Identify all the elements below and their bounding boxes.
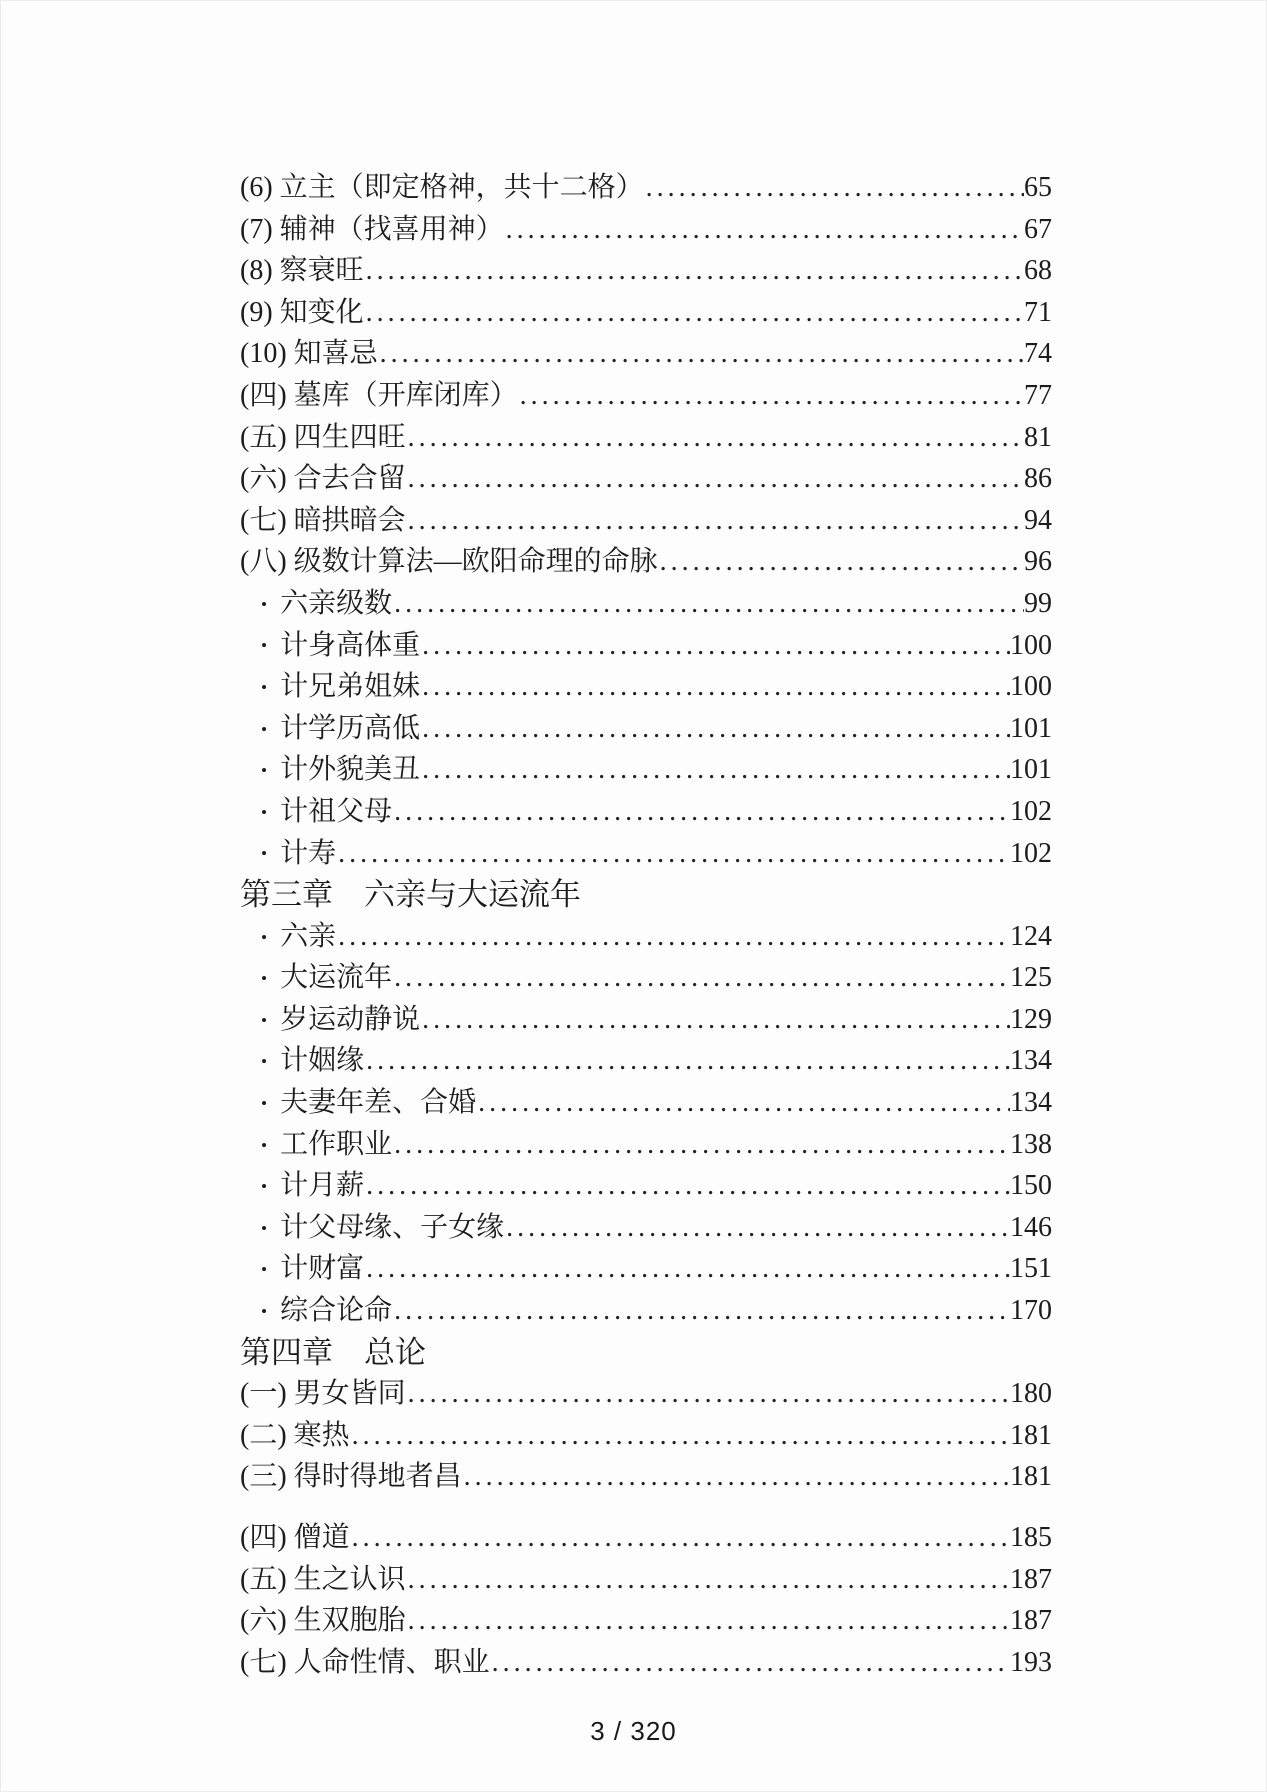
toc-entry-page: 134 [1010, 1045, 1052, 1077]
toc-entry-page: 65 [1024, 172, 1052, 203]
toc-entry [240, 1207, 1052, 1249]
toc-entry-label: (六) 合去合留 [240, 463, 406, 495]
toc-entry-page: 124 [1010, 920, 1052, 952]
toc-entry-page: 99 [1024, 587, 1052, 619]
toc-entry [240, 625, 1052, 667]
toc-entry [240, 1415, 1052, 1457]
dot-leader [420, 708, 1010, 750]
toc-entry-page: 102 [1010, 795, 1052, 827]
dot-leader [406, 458, 1024, 500]
toc-chapter-heading [240, 874, 1052, 916]
toc-entry-label: (7) 辅神（找喜用神） [240, 213, 504, 245]
toc-entry [240, 333, 1052, 375]
toc-entry-label: (五) 四生四旺 [240, 421, 406, 453]
toc-entry-label: • 计月薪 [261, 1165, 364, 1208]
dot-leader [392, 583, 1024, 625]
dot-leader [462, 1456, 1010, 1498]
dot-leader [406, 500, 1024, 542]
toc-chapter-heading [240, 1332, 1052, 1374]
toc-entry-page: 170 [1010, 1295, 1052, 1327]
toc-entry-label: • 计兄弟姐妹 [261, 666, 420, 709]
toc-entry-label: • 计财富 [261, 1248, 364, 1291]
dot-leader [392, 1124, 1010, 1166]
toc-entry-label: (一) 男女皆同 [240, 1378, 406, 1410]
dot-leader [336, 833, 1010, 875]
toc-entry [240, 458, 1052, 500]
toc-entry-page: 134 [1010, 1087, 1052, 1119]
toc-entry [240, 1082, 1052, 1124]
toc-entry-label: • 工作职业 [261, 1124, 392, 1167]
dot-leader [476, 1082, 1010, 1124]
toc-entry [240, 1290, 1052, 1332]
toc-entry-page: 187 [1010, 1563, 1052, 1595]
toc-entry-page: 77 [1024, 379, 1052, 411]
toc-entry-label: (四) 墓库（开库闭库） [240, 379, 518, 411]
dot-leader [364, 250, 1024, 292]
toc-entry [240, 1248, 1052, 1290]
toc-entry [240, 1600, 1052, 1642]
toc-entry [240, 417, 1052, 459]
toc-entry [240, 167, 1052, 209]
toc-entry-page: 146 [1010, 1211, 1052, 1243]
toc-entry-page: 180 [1010, 1378, 1052, 1410]
toc-entry-label: • 综合论命 [261, 1290, 392, 1333]
toc-entry-page: 138 [1010, 1128, 1052, 1160]
toc-entry-label: • 计寿 [261, 833, 336, 876]
toc-entry-label: (6) 立主（即定格神，共十二格） [240, 172, 644, 203]
toc-entry-page: 74 [1024, 338, 1052, 370]
toc-entry-page: 81 [1024, 421, 1052, 453]
dot-leader [378, 333, 1024, 375]
toc-entry [240, 209, 1052, 251]
toc-entry [240, 957, 1052, 999]
toc-entry [240, 1559, 1052, 1601]
toc-entry-label: (七) 人命性情、职业 [240, 1646, 490, 1678]
page-indicator: 3 / 320 [590, 1716, 677, 1746]
toc-entry [240, 1517, 1052, 1559]
dot-leader [392, 1290, 1010, 1332]
toc-entry-page: 150 [1010, 1170, 1052, 1202]
toc-entry [240, 791, 1052, 833]
toc-entry-page: 68 [1024, 255, 1052, 287]
toc-entry-label: • 六亲 [261, 916, 336, 959]
toc-entry [240, 708, 1052, 750]
toc-entry-page: 187 [1010, 1605, 1052, 1637]
toc-entry-page: 96 [1024, 546, 1052, 578]
toc-entry-label: (8) 察衰旺 [240, 255, 364, 287]
toc-entry-label: (三) 得时得地者昌 [240, 1461, 462, 1493]
toc-entry-label: (四) 僧道 [240, 1522, 350, 1553]
toc-entry-label: • 计父母缘、子女缘 [261, 1207, 504, 1250]
dot-leader [364, 1165, 1010, 1207]
toc-entry-label: (八) 级数计算法—欧阳命理的命脉 [240, 546, 658, 578]
toc-entry-label: 第三章 六亲与大运流年 [240, 877, 581, 913]
toc-entry [240, 1642, 1052, 1684]
toc-entry-page: 102 [1010, 837, 1052, 869]
dot-leader [518, 375, 1024, 417]
toc-entry-label: (五) 生之认识 [240, 1563, 406, 1595]
toc-entry [240, 375, 1052, 417]
toc-entry-label: (10) 知喜忌 [240, 338, 378, 370]
dot-leader [504, 209, 1024, 251]
toc-entry [240, 250, 1052, 292]
dot-leader [420, 999, 1010, 1041]
toc-entry [240, 500, 1052, 542]
toc-entry-label: (七) 暗拱暗会 [240, 504, 406, 536]
toc-entry-label: (二) 寒热 [240, 1419, 350, 1451]
dot-leader [490, 1642, 1010, 1684]
toc-entry [240, 666, 1052, 708]
toc-entry-label: • 岁运动静说 [261, 999, 420, 1042]
toc-entry-label: • 计学历高低 [261, 708, 420, 751]
toc-entry [240, 749, 1052, 791]
toc-entry-page: 86 [1024, 463, 1052, 495]
toc-entry-page: 101 [1010, 754, 1052, 786]
toc-entry-page: 181 [1010, 1419, 1052, 1451]
toc-entry-label: (9) 知变化 [240, 296, 364, 328]
dot-leader [406, 417, 1024, 459]
toc-entry [240, 1124, 1052, 1166]
toc-entry [240, 292, 1052, 334]
toc-entry-page: 100 [1010, 671, 1052, 703]
dot-leader [364, 1040, 1010, 1082]
dot-leader [658, 541, 1024, 583]
toc-entry [240, 1165, 1052, 1207]
toc-entry [240, 583, 1052, 625]
toc-entry-page: 185 [1010, 1522, 1052, 1553]
dot-leader [364, 1248, 1010, 1290]
toc-entry [240, 541, 1052, 583]
toc-entry [240, 1373, 1052, 1415]
toc-entry-page: 151 [1010, 1253, 1052, 1285]
toc-entry-label: • 夫妻年差、合婚 [261, 1082, 476, 1125]
toc-entry [240, 1040, 1052, 1082]
dot-leader [350, 1517, 1010, 1559]
toc-entry-label: • 大运流年 [261, 957, 392, 1000]
dot-leader [350, 1415, 1010, 1457]
table-of-contents [240, 167, 1052, 1683]
toc-entry [240, 833, 1052, 875]
dot-leader [420, 749, 1010, 791]
toc-entry-page: 67 [1024, 213, 1052, 245]
toc-entry-label: • 计外貌美丑 [261, 749, 420, 792]
toc-entry-label: • 六亲级数 [261, 583, 392, 626]
toc-entry [240, 916, 1052, 958]
dot-leader [392, 957, 1010, 999]
dot-leader [420, 625, 1010, 667]
toc-entry-label: (六) 生双胞胎 [240, 1605, 406, 1637]
toc-entry-page: 193 [1010, 1646, 1052, 1678]
toc-entry-label: • 计祖父母 [261, 791, 392, 834]
toc-entry-label: 第四章 总论 [240, 1334, 426, 1370]
dot-leader [364, 292, 1024, 334]
dot-leader [420, 666, 1010, 708]
toc-entry-page: 125 [1010, 962, 1052, 994]
toc-entry-label: • 计身高体重 [261, 625, 420, 668]
toc-entry-page: 71 [1024, 296, 1052, 328]
toc-entry-page: 94 [1024, 504, 1052, 536]
toc-entry [240, 1456, 1052, 1498]
dot-leader [504, 1207, 1010, 1249]
toc-entry-page: 181 [1010, 1461, 1052, 1493]
dot-leader [336, 916, 1010, 958]
toc-entry-page: 101 [1010, 712, 1052, 744]
toc-entry-page: 129 [1010, 1003, 1052, 1035]
dot-leader [406, 1600, 1010, 1642]
toc-entry-label: • 计姻缘 [261, 1040, 364, 1083]
dot-leader [644, 167, 1024, 209]
dot-leader [392, 791, 1010, 833]
dot-leader [406, 1559, 1010, 1601]
toc-entry-page: 100 [1010, 629, 1052, 661]
toc-entry [240, 999, 1052, 1041]
dot-leader [406, 1373, 1010, 1415]
